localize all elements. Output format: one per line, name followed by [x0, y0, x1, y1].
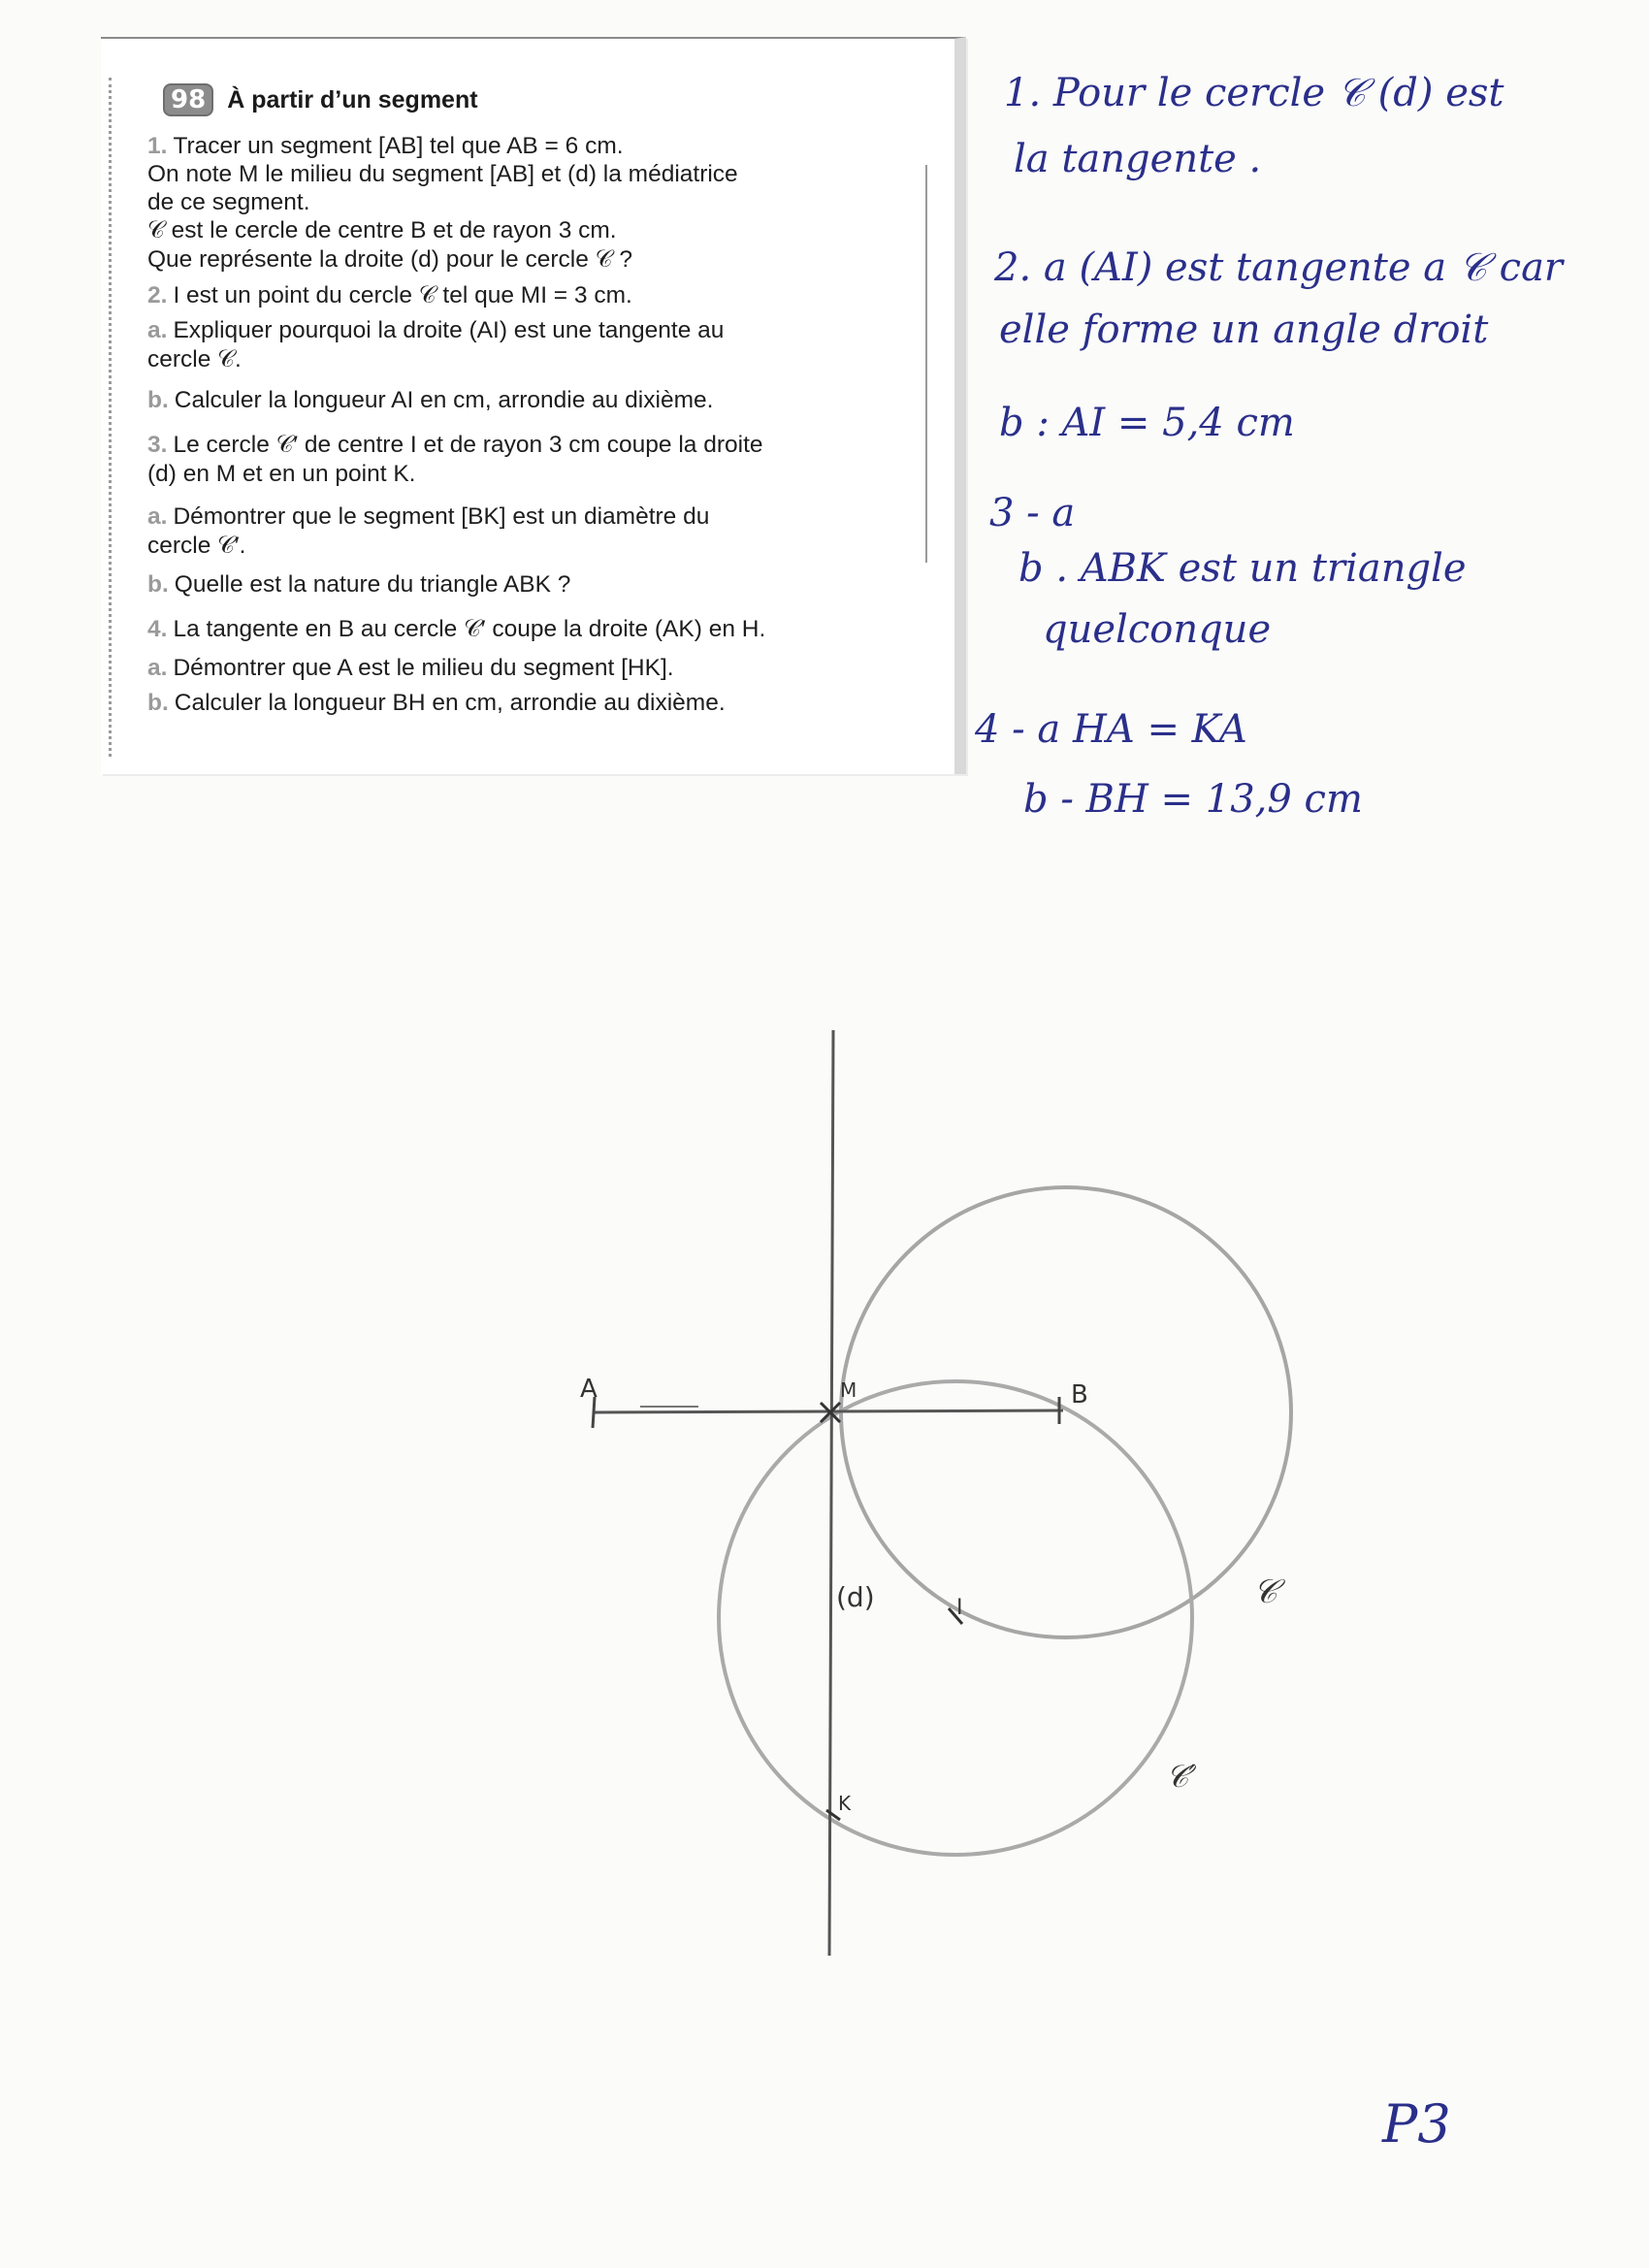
answer-3b-line-2: quelconque: [1043, 607, 1272, 652]
exercise-line: 𝒞 est le cercle de centre B et de rayon 3 cm.: [147, 217, 617, 243]
answer-3a: 3 - a: [989, 491, 1076, 535]
answer-2a-line-2: elle forme un angle droit: [999, 308, 1489, 352]
answer-2b: b : AI = 5,4 cm: [999, 401, 1295, 445]
exercise-line: On note M le milieu du segment [AB] et (d) la médiatrice: [147, 161, 738, 187]
label-a: A: [580, 1375, 598, 1404]
exercise-number-badge: 98: [163, 83, 213, 116]
exercise-line: (d) en M et en un point K.: [147, 461, 416, 487]
answer-2a-line-1: 2. a (AI) est tangente a 𝒞 car: [994, 245, 1564, 290]
exercise-line: b. Calculer la longueur BH en cm, arrondie au dixième.: [147, 690, 726, 716]
exercise-line: de ce segment.: [147, 189, 310, 215]
label-k: K: [838, 1792, 852, 1815]
answer-4b: b - BH = 13,9 cm: [1023, 777, 1363, 822]
exercise-line: a. Démontrer que A est le milieu du segment [HK].: [147, 655, 674, 681]
exercise-line: b. Calculer la longueur AI en cm, arrondie au dixième.: [147, 387, 714, 413]
label-d: (d): [836, 1581, 875, 1613]
page-number: P3: [1382, 2093, 1451, 2155]
label-i: I: [956, 1596, 963, 1620]
answer-1-line-1: 1. Pour le cercle 𝒞 (d) est: [1004, 71, 1504, 115]
label-b: B: [1071, 1380, 1088, 1409]
label-circle-c-prime: 𝒞′: [1166, 1758, 1196, 1795]
exercise-line: a. Démontrer que le segment [BK] est un diamètre du: [147, 503, 710, 530]
answer-1-line-2: la tangente .: [1014, 137, 1262, 181]
exercise-line: 3. Le cercle 𝒞′ de centre I et de rayon 3 cm coupe la droite: [147, 432, 763, 458]
answer-4a: 4 - a HA = KA: [975, 707, 1247, 752]
answer-3b-line-1: b . ABK est un triangle: [1018, 546, 1467, 591]
exercise-title: À partir d’un segment: [227, 85, 478, 113]
exercise-line: cercle 𝒞′.: [147, 533, 246, 559]
exercise-line: a. Expliquer pourquoi la droite (AI) est une tangente au: [147, 317, 725, 343]
label-m: M: [840, 1378, 857, 1402]
label-circle-c: 𝒞: [1253, 1572, 1277, 1611]
exercise-line: 4. La tangente en B au cercle 𝒞′ coupe la droite (AK) en H.: [147, 616, 766, 642]
exercise-line: 2. I est un point du cercle 𝒞 tel que MI = 3 cm.: [147, 282, 632, 308]
exercise-line: Que représente la droite (d) pour le cercle 𝒞 ?: [147, 246, 632, 273]
mediatrix-d: [829, 1030, 833, 1956]
exercise-line: cercle 𝒞.: [147, 346, 242, 373]
exercise-line: b. Quelle est la nature du triangle ABK ?: [147, 571, 571, 598]
exercise-line: 1. Tracer un segment [AB] tel que AB = 6 cm.: [147, 133, 624, 159]
